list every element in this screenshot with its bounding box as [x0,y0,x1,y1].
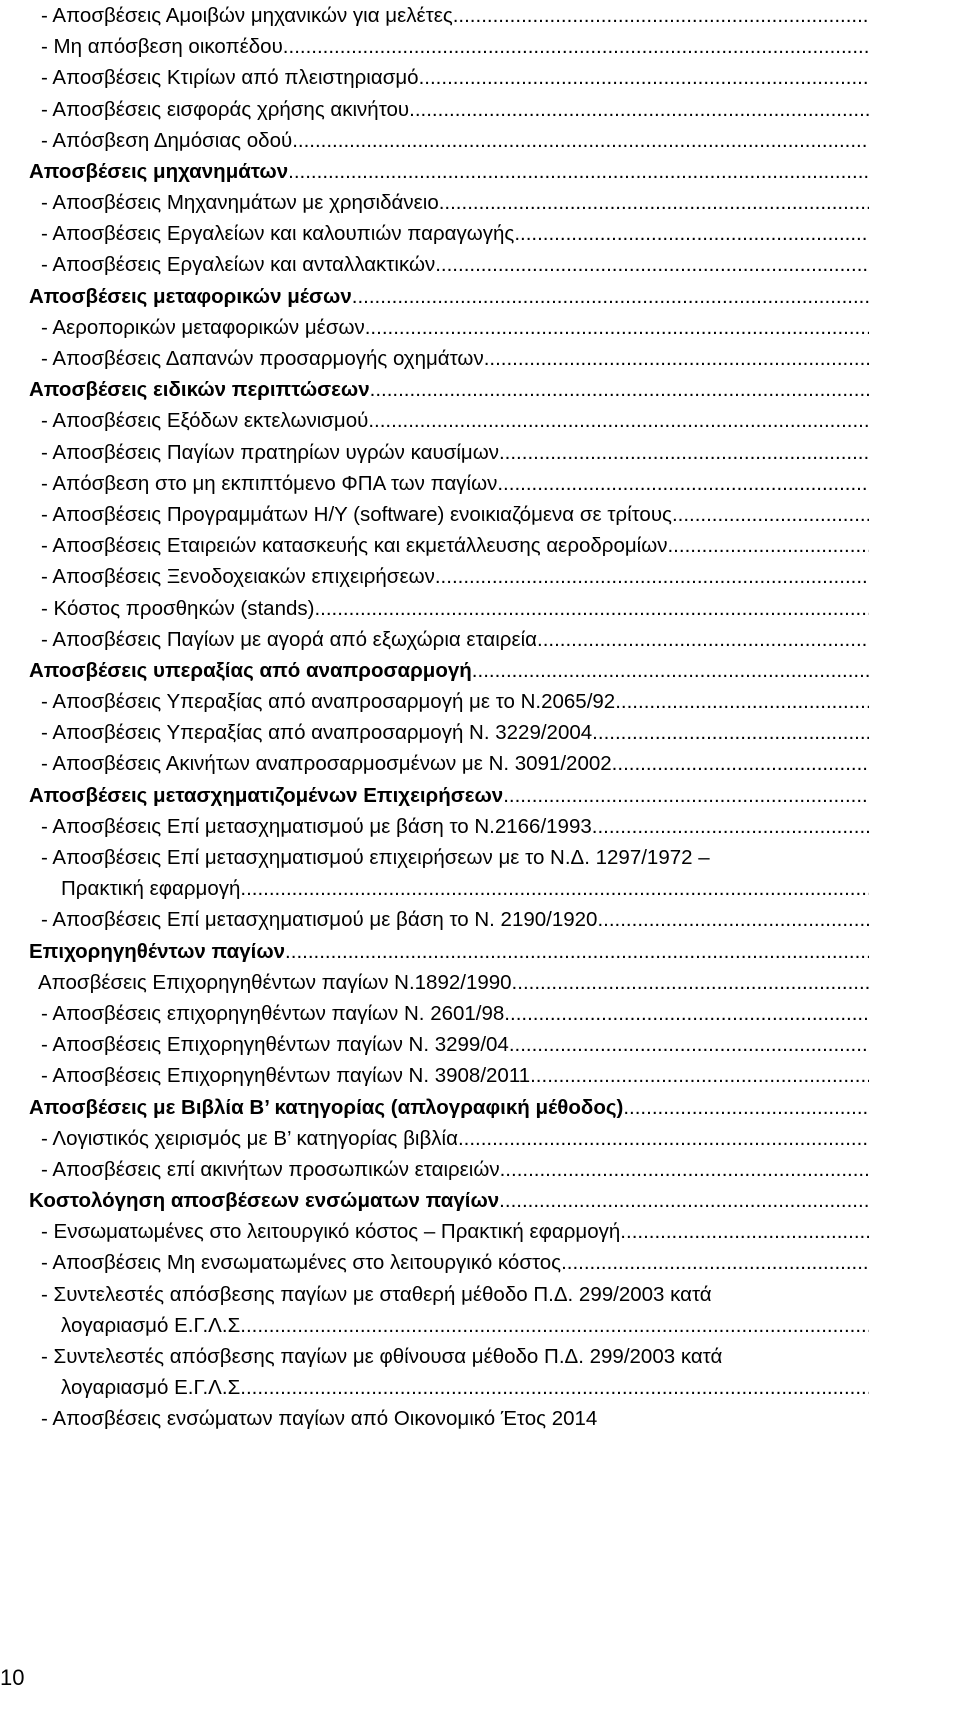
toc-entry-text: - Λογιστικός χειρισμός με Β’ κατηγορίας βιβλία [41,1126,458,1150]
toc-entry [29,1372,869,1403]
toc-entry [29,62,869,93]
toc-heading [29,156,869,187]
dot-leader [620,1216,869,1247]
toc-entry [29,468,869,499]
dot-leader [240,873,869,904]
toc-entry [29,1154,869,1185]
dot-leader [504,998,869,1029]
dot-leader [246,1310,869,1341]
toc-entry-text: - Αποσβέσεις Επί μετασχηματισμού επιχειρήσεων με το Ν.Δ. 1297/1972 – [41,846,710,870]
toc-entry-text: - Αποσβέσεις Μηχανημάτων με χρησιδάνειο [41,191,439,215]
toc-entry-text: - Ενσωματωμένες στο λειτουργικό κόστος – Πρακτική εφαρμογή [41,1220,621,1244]
dot-leader [352,281,869,312]
toc-entry-text: - Αποσβέσεις ενσώματων παγίων από Οικονομικό Έτος 2014 [41,1407,598,1431]
toc-heading [29,936,869,967]
dot-leader [419,62,869,93]
toc-entry-text: Πρακτική εφαρμογή [61,877,241,901]
toc-entry [29,312,869,343]
toc-entry [29,250,869,281]
dot-leader [537,624,869,655]
toc-entry-text: Κοστολόγηση αποσβέσεων ενσώματων παγίων [29,1189,500,1213]
toc-entry-text: - Αποσβέσεις Δαπανών προσαρμογής οχημάτων [41,347,484,371]
toc-entry-text: - Κόστος προσθηκών (stands) [41,596,315,620]
page-number: 10 [0,1665,25,1690]
toc-entry-text: - Αποσβέσεις επιχορηγηθέντων παγίων Ν. 2601/98 [41,1001,505,1025]
toc-entry-text: - Μη απόσβεση οικοπέδου [41,35,283,59]
toc-entry [29,1403,869,1434]
toc-entry [29,1060,869,1091]
toc-entry [29,405,869,436]
toc-entry [29,998,869,1029]
toc-entry-text: - Απόσβεση στο μη εκπιπτόμενο ΦΠΑ των παγίων [41,471,498,495]
dot-leader [368,405,869,436]
dot-leader [409,94,869,125]
toc-entry [29,125,869,156]
toc-entry-text: - Αποσβέσεις Εταιρειών κατασκευής και εκμετάλλευσης αεροδρομίων [41,534,668,558]
toc-entry-text: - Αποσβέσεις Παγίων πρατηρίων υγρών καυσίμων [41,440,499,464]
toc-entry-text: - Αποσβέσεις Μη ενσωματωμένες στο λειτουργικό κόστος [41,1251,562,1275]
toc-heading [29,1092,869,1123]
toc-entry-text: - Αποσβέσεις εισφοράς χρήσης ακινήτου [41,97,410,121]
toc-entry [29,624,869,655]
table-of-contents [29,0,869,1435]
toc-entry-text: - Αποσβέσεις Ξενοδοχειακών επιχειρήσεων [41,565,435,589]
dot-leader [314,593,869,624]
dot-leader [615,686,869,717]
toc-entry [29,811,869,842]
toc-entry [29,218,869,249]
dot-leader [439,187,869,218]
dot-leader [365,312,869,343]
dot-leader [497,468,869,499]
toc-entry-text: λογαριασμό Ε.Γ.Λ.Σ. [61,1313,246,1337]
dot-leader [514,218,869,249]
dot-leader [472,655,869,686]
toc-entry [29,530,869,561]
toc-entry [29,717,869,748]
toc-entry [29,1279,869,1310]
toc-entry [29,749,869,780]
toc-entry-text: - Αποσβέσεις Υπεραξίας από αναπροσαρμογή Ν. 3229/2004 [41,721,593,745]
dot-leader [503,780,869,811]
dot-leader [292,125,869,156]
toc-entry-text: - Αποσβέσεις Εξόδων εκτελωνισμού [41,409,369,433]
toc-entry-text: - Συντελεστές απόσβεσης παγίων με φθίνουσα μέθοδο Π.Δ. 299/2003 κατά [41,1345,723,1369]
toc-entry-text: - Συντελεστές απόσβεσης παγίων με σταθερή μέθοδο Π.Δ. 299/2003 κατά [41,1282,712,1306]
dot-leader [499,1185,869,1216]
toc-entry [29,0,869,31]
dot-leader [672,499,869,530]
toc-heading [29,281,869,312]
toc-entry-text: - Αποσβέσεις Επί μετασχηματισμού με βάση το Ν. 2190/1920 [41,908,598,932]
dot-leader [458,1123,869,1154]
toc-entry-text: - Αποσβέσεις Εργαλείων και καλουπιών παραγωγής [41,222,515,246]
toc-entry [29,842,869,873]
toc-entry-text: - Αεροπορικών μεταφορικών μέσων [41,315,365,339]
dot-leader [597,904,869,935]
toc-entry-text: Αποσβέσεις μετασχηματιζομένων Επιχειρήσεων [29,783,504,807]
toc-entry [29,904,869,935]
dot-leader [285,936,869,967]
toc-entry [29,967,869,998]
dot-leader [530,1060,869,1091]
toc-entry [29,94,869,125]
toc-entry-text: Επιχορηγηθέντων παγίων [29,939,286,963]
toc-entry-text: Αποσβέσεις με Βιβλία Β’ κατηγορίας (απλογραφική μέθοδος) [29,1095,624,1119]
dot-leader [500,1154,869,1185]
toc-entry [29,1216,869,1247]
toc-entry-text: Αποσβέσεις ειδικών περιπτώσεων [29,378,370,402]
toc-entry [29,561,869,592]
dot-leader [246,1372,869,1403]
toc-heading [29,374,869,405]
dot-leader [453,0,869,31]
dot-leader [370,374,869,405]
dot-leader [484,343,869,374]
dot-leader [435,250,869,281]
toc-entry-text: Αποσβέσεις υπεραξίας από αναπροσαρμογή [29,658,472,682]
toc-entry [29,343,869,374]
toc-entry-text: - Αποσβέσεις Αμοιβών μηχανικών για μελέτες [41,3,453,27]
toc-entry-text: - Αποσβέσεις Επί μετασχηματισμού με βάση το Ν.2166/1993 [41,814,592,838]
toc-entry [29,187,869,218]
toc-entry [29,499,869,530]
toc-entry-text: - Αποσβέσεις Ακινήτων αναπροσαρμοσμένων με Ν. 3091/2002 [41,752,612,776]
toc-entry [29,686,869,717]
toc-entry [29,1310,869,1341]
toc-entry-text: - Αποσβέσεις Προγραμμάτων Η/Υ (software) ενοικιαζόμενα σε τρίτους [41,502,672,526]
toc-entry-text: - Αποσβέσεις Εργαλείων και ανταλλακτικών [41,253,436,277]
toc-entry [29,31,869,62]
dot-leader [283,31,869,62]
toc-entry-text: Αποσβέσεις μηχανημάτων [29,159,289,183]
dot-leader [512,967,869,998]
toc-entry-text: - Αποσβέσεις Επιχορηγηθέντων παγίων Ν. 3299/04 [41,1033,509,1057]
dot-leader [612,749,869,780]
toc-entry-text: Αποσβέσεις μεταφορικών μέσων [29,284,352,308]
toc-heading [29,780,869,811]
toc-entry-text: - Αποσβέσεις Επιχορηγηθέντων παγίων Ν. 3908/2011 [41,1064,531,1088]
dot-leader [623,1092,869,1123]
dot-leader [288,156,869,187]
toc-entry [29,1123,869,1154]
dot-leader [592,811,869,842]
toc-entry-text: - Απόσβεση Δημόσιας οδού [41,128,293,152]
toc-entry-text: Αποσβέσεις Επιχορηγηθέντων παγίων Ν.1892/1990 [38,970,512,994]
dot-leader [667,530,869,561]
toc-entry-text: - Αποσβέσεις επί ακινήτων προσωπικών εταιρειών [41,1157,500,1181]
dot-leader [561,1248,869,1279]
toc-entry [29,1248,869,1279]
dot-leader [592,717,869,748]
dot-leader [435,561,869,592]
dot-leader [499,437,869,468]
toc-entry [29,593,869,624]
toc-entry-text: - Αποσβέσεις Παγίων με αγορά από εξωχώρια εταιρεία [41,627,537,651]
toc-entry [29,1029,869,1060]
dot-leader [509,1029,869,1060]
toc-heading [29,655,869,686]
toc-entry-text: λογαριασμό Ε.Γ.Λ.Σ. [61,1376,246,1400]
toc-entry-text: - Αποσβέσεις Υπεραξίας από αναπροσαρμογή με το Ν.2065/92 [41,690,616,714]
toc-heading [29,1185,869,1216]
toc-entry [29,1341,869,1372]
toc-entry-text: - Αποσβέσεις Κτιρίων από πλειστηριασμό [41,66,419,90]
toc-entry [29,873,869,904]
toc-entry [29,437,869,468]
